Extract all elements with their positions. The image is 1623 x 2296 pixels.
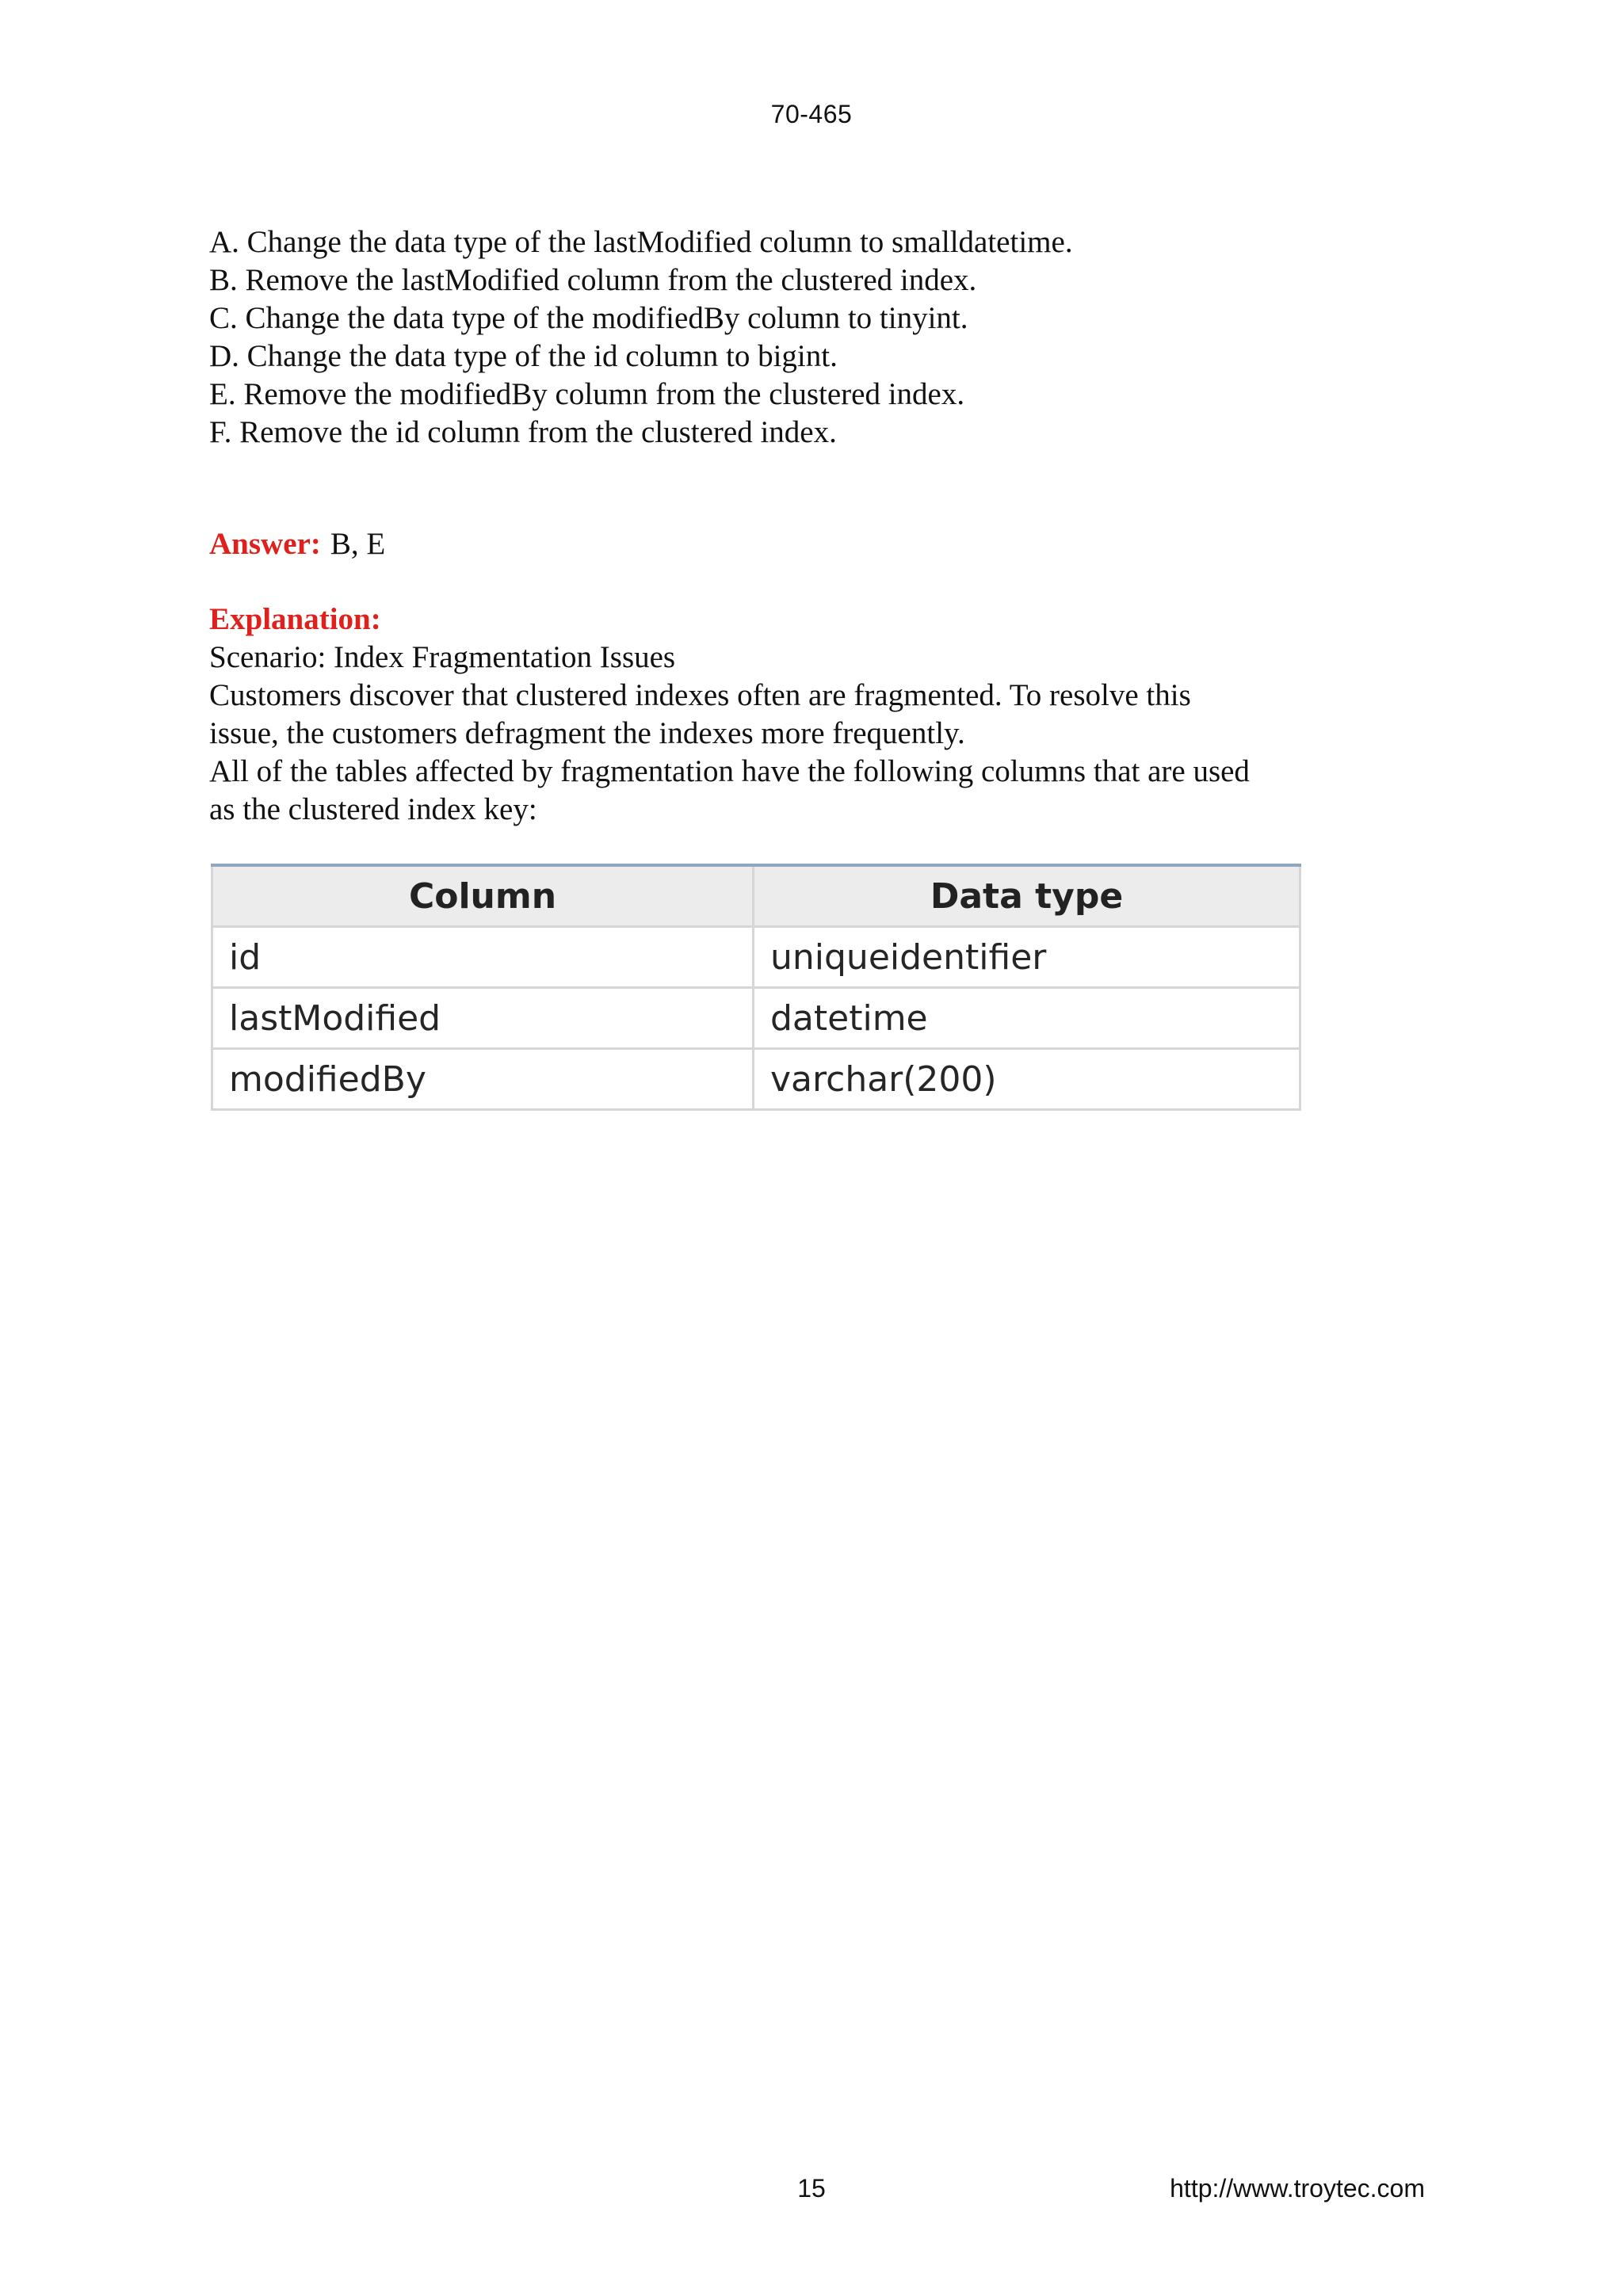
table-row	[212, 988, 1300, 1049]
explanation-label: Explanation:	[209, 602, 381, 636]
table-row	[212, 927, 1300, 988]
answer-line	[209, 525, 385, 563]
explanation-line: issue, the customers defragment the indexes more frequently.	[209, 716, 965, 750]
exam-code: 70-465	[770, 100, 853, 128]
option-a: A. Change the data type of the lastModified column to smalldatetime.	[209, 225, 1073, 259]
option-c: C. Change the data type of the modifiedBy column to tinyint.	[209, 301, 968, 335]
explanation-line: Scenario: Index Fragmentation Issues	[209, 640, 676, 674]
table-header-row	[212, 865, 1300, 927]
table-row	[212, 1049, 1300, 1110]
answer-value: B, E	[330, 527, 386, 561]
column-header: Column	[212, 865, 754, 927]
option-b: B. Remove the lastModified column from the clustered index.	[209, 263, 977, 297]
clustered-index-columns-table	[211, 864, 1301, 1111]
data-type-header: Data type	[754, 865, 1300, 927]
explanation-line: as the clustered index key:	[209, 792, 537, 826]
page-number: 15	[797, 2174, 826, 2203]
column-name-cell: lastModified	[212, 988, 754, 1049]
data-type-cell: uniqueidentifier	[754, 927, 1300, 988]
explanation-line: Customers discover that clustered indexes often are fragmented. To resolve this	[209, 678, 1191, 712]
footer-url: http://www.troytec.com	[1170, 2174, 1425, 2203]
column-name-cell: modifiedBy	[212, 1049, 754, 1110]
answer-label: Answer:	[209, 527, 321, 561]
option-e: E. Remove the modifiedBy column from the clustered index.	[209, 377, 965, 411]
answer-options	[209, 223, 1073, 452]
explanation-block	[209, 601, 1414, 829]
column-name-cell: id	[212, 927, 754, 988]
data-type-cell: varchar(200)	[754, 1049, 1300, 1110]
data-type-cell: datetime	[754, 988, 1300, 1049]
option-f: F. Remove the id column from the clustered index.	[209, 415, 837, 449]
explanation-line: All of the tables affected by fragmentation have the following columns that are used	[209, 754, 1250, 788]
option-d: D. Change the data type of the id column to bigint.	[209, 339, 838, 373]
